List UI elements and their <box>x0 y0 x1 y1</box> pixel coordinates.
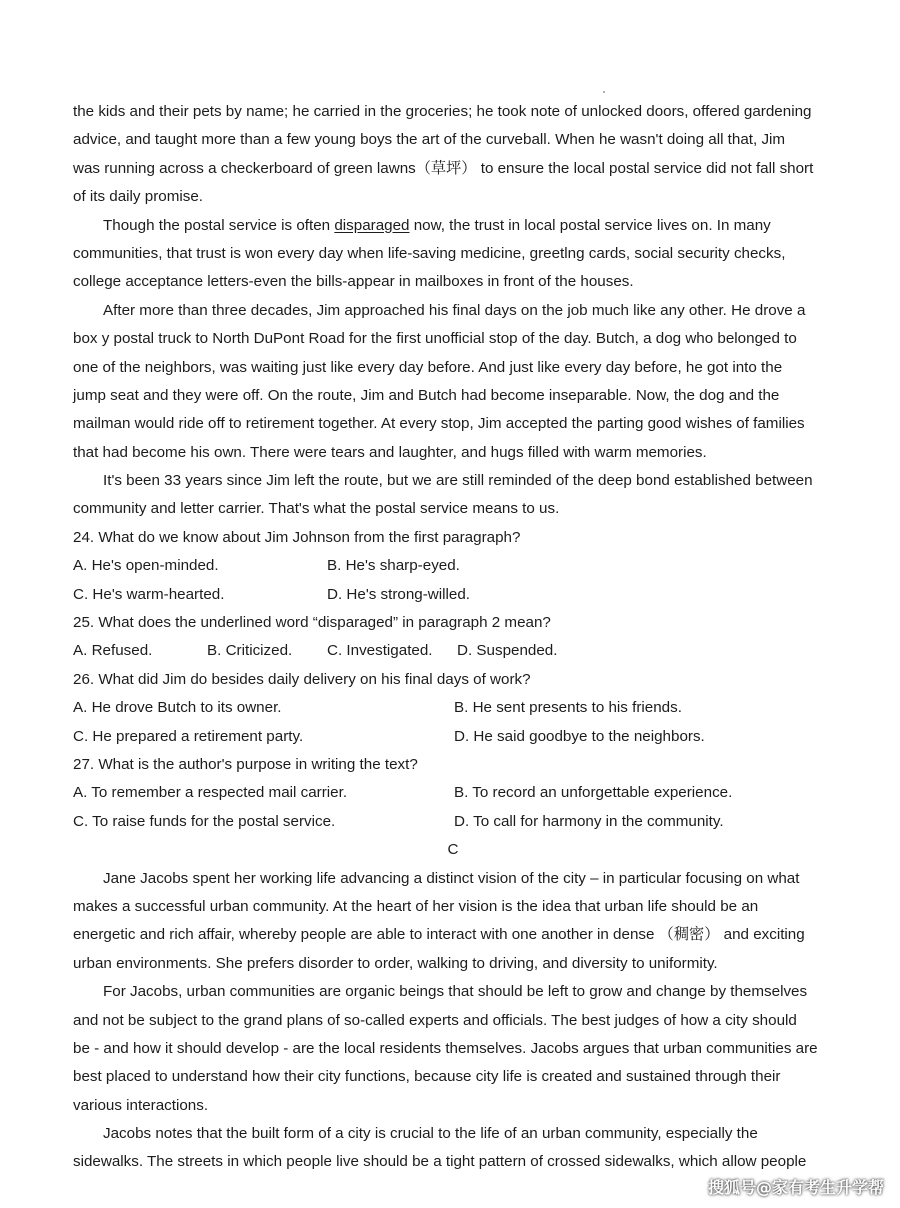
text-line: community and letter carrier. That's what the postal service means to us. <box>73 500 560 518</box>
question-24: 24. What do we know about Jim Johnson from the first paragraph? <box>73 528 521 546</box>
options-row <box>73 581 833 609</box>
text-line: jump seat and they were off. On the route, Jim and Butch had become inseparable. Now, the dog and the <box>73 386 780 404</box>
option-b: B. To record an unforgettable experience. <box>454 784 733 802</box>
option-d: D. He said goodbye to the neighbors. <box>454 727 705 745</box>
scan-speck <box>603 91 605 93</box>
text-span: Though the postal service is often <box>103 216 335 234</box>
text-line: one of the neighbors, was waiting just like every day before. And just like every day before, he got into the <box>73 358 783 376</box>
options-row <box>73 779 833 807</box>
option-c: C. He prepared a retirement party. <box>73 727 304 745</box>
text-line: that had become his own. There were tears and laughter, and hugs filled with warm memories. <box>73 443 707 461</box>
option-b: B. Criticized. <box>207 642 293 660</box>
option-b: B. He sent presents to his friends. <box>454 699 682 717</box>
text-span: now, the trust in local postal service lives on. In many <box>409 216 771 234</box>
text-line: For Jacobs, urban communities are organic beings that should be left to grow and change by themselves <box>103 983 808 1001</box>
text-line: mailman would ride off to retirement together. At every stop, Jim accepted the parting good wishes of families <box>73 415 805 433</box>
text-line: was running across a checkerboard of green lawns（草坪） to ensure the local postal service did not fall short <box>73 159 814 177</box>
option-a: A. He's open-minded. <box>73 557 219 575</box>
text-line: of its daily promise. <box>73 188 203 206</box>
text-line: makes a successful urban community. At the heart of her vision is the idea that urban life should be an <box>73 897 759 915</box>
option-d: D. To call for harmony in the community. <box>454 812 724 830</box>
option-a: A. To remember a respected mail carrier. <box>73 784 348 802</box>
text-line: urban environments. She prefers disorder to order, walking to driving, and diversity to uniformity. <box>73 954 718 972</box>
option-b: B. He's sharp-eyed. <box>327 557 460 575</box>
options-row <box>73 694 833 722</box>
text-line: and not be subject to the grand plans of so-called experts and officials. The best judges of how a city should <box>73 1011 797 1029</box>
text-line: advice, and taught more than a few young boys the art of the curveball. When he wasn't doing all that, Jim <box>73 131 786 149</box>
section-heading-c: C <box>447 841 459 859</box>
text-line: Jane Jacobs spent her working life advancing a distinct vision of the city – in particular focusing on what <box>103 869 800 887</box>
text-line: college acceptance letters-even the bills-appear in mailboxes in front of the houses. <box>73 273 634 291</box>
text-line: best placed to understand how their city functions, because city life is created and sustained through their <box>73 1068 781 1086</box>
text-line: sidewalks. The streets in which people live should be a tight pattern of crossed sidewalks, which allow people <box>73 1153 807 1171</box>
text-line: box y postal truck to North DuPont Road for the first unofficial stop of the day. Butch, a dog who belonged to <box>73 330 797 348</box>
exam-page-text <box>73 98 833 1177</box>
watermark: 搜狐号@家有考生升学帮 <box>707 1178 884 1197</box>
options-row <box>73 723 833 751</box>
option-c: C. He's warm-hearted. <box>73 585 225 603</box>
option-d: D. He's strong-willed. <box>327 585 471 603</box>
text-line: various interactions. <box>73 1096 209 1114</box>
paragraph-2-line <box>73 212 833 240</box>
options-row <box>73 808 833 836</box>
text-line: Jacobs notes that the built form of a city is crucial to the life of an urban community, especially the <box>103 1125 758 1143</box>
option-a: A. Refused. <box>73 642 153 660</box>
option-d: D. Suspended. <box>457 642 558 660</box>
text-line: the kids and their pets by name; he carried in the groceries; he took note of unlocked doors, offered gardening <box>73 103 812 120</box>
option-c: C. To raise funds for the postal service. <box>73 812 336 830</box>
question-25: 25. What does the underlined word “disparaged” in paragraph 2 mean? <box>73 614 551 632</box>
option-a: A. He drove Butch to its owner. <box>73 699 282 717</box>
question-26: 26. What did Jim do besides daily delivery on his final days of work? <box>73 670 531 688</box>
text-line: be - and how it should develop - are the local residents themselves. Jacobs argues that urban communities are <box>73 1039 818 1057</box>
underlined-word: disparaged <box>334 216 410 234</box>
options-row <box>73 637 833 665</box>
text-line: It's been 33 years since Jim left the route, but we are still reminded of the deep bond established between <box>103 472 813 490</box>
options-row <box>73 552 833 580</box>
option-c: C. Investigated. <box>327 642 433 660</box>
text-line: energetic and rich affair, whereby people are able to interact with one another in dense （稠密） and exciting <box>73 926 805 944</box>
text-line: After more than three decades, Jim approached his final days on the job much like any other. He drove a <box>103 301 806 319</box>
text-line: communities, that trust is won every day when life-saving medicine, greetlng cards, social security checks, <box>73 244 786 262</box>
question-27: 27. What is the author's purpose in writing the text? <box>73 755 418 773</box>
